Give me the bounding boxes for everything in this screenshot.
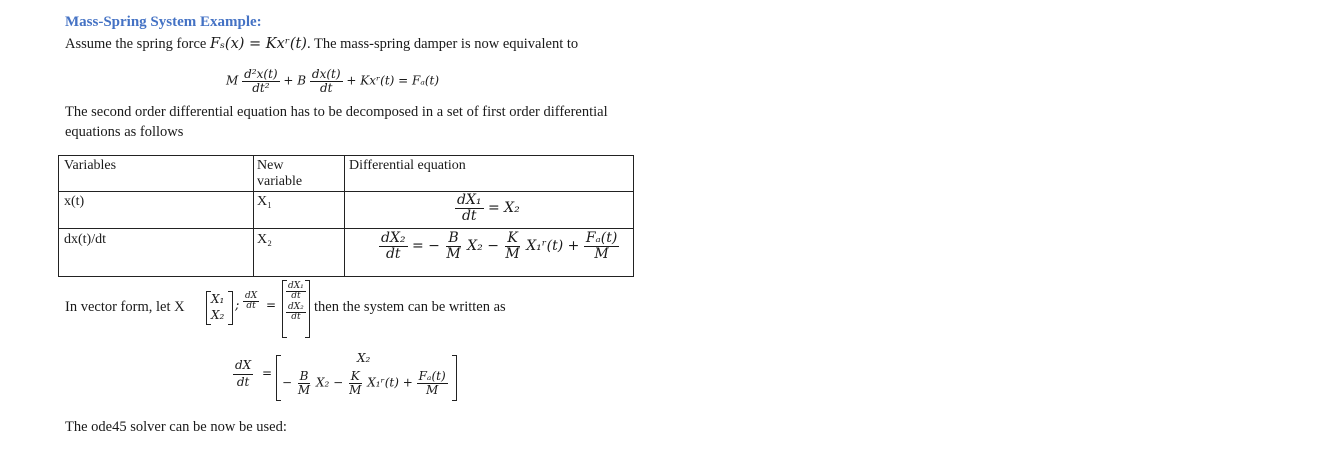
fraction-denominator: M	[505, 245, 520, 262]
spring-force-expression: Fₛ(x) = Kxʳ(t)	[209, 36, 307, 52]
force-over-m-fraction	[584, 231, 620, 261]
header-new-variable	[257, 158, 302, 190]
fraction-numerator: d²x(t)	[244, 67, 278, 81]
fraction-numerator: dX₁	[457, 192, 482, 208]
system-top-entry: X₂	[357, 351, 371, 365]
intro-paragraph	[65, 36, 578, 53]
row2-new-variable: X₂	[257, 232, 272, 247]
table-column-divider	[344, 156, 345, 276]
system-left-bracket	[276, 355, 281, 401]
fraction-denominator: M	[297, 382, 311, 397]
intro-suffix: . The mass-spring damper is now equivalent to	[306, 36, 579, 52]
fraction-numerator: K	[350, 369, 360, 383]
header-new-variable-line1: New	[257, 158, 284, 173]
system-right-bracket	[452, 355, 457, 401]
x1r-term: X₁ʳ(t) +	[526, 238, 580, 255]
fraction-numerator: B	[448, 230, 459, 246]
main-equation	[226, 68, 439, 94]
b-over-m-fraction	[296, 370, 312, 396]
system-lhs	[233, 358, 253, 390]
decomposition-text-line1: The second order differential equation has to be decomposed in a set of first order differential	[65, 104, 608, 120]
fraction-denominator: M	[594, 245, 609, 262]
header-variables: Variables	[64, 158, 117, 173]
vector-equals: =	[266, 298, 277, 312]
x-vector-right-bracket	[228, 291, 233, 325]
table-column-divider	[253, 156, 254, 276]
fraction-denominator: dt	[246, 301, 256, 312]
fraction-numerator: dX₁	[288, 281, 304, 291]
decomposition-text-line2: equations as follows	[65, 124, 184, 140]
fraction-numerator: B	[299, 369, 309, 383]
x-vector-entry-2: X₂	[211, 308, 225, 322]
dx1-dt-fraction	[455, 193, 484, 223]
fraction-numerator: Fₐ(t)	[418, 369, 446, 383]
header-differential-equation: Differential equation	[349, 158, 466, 173]
minus-sign: −	[282, 375, 293, 390]
table-row-divider	[59, 191, 633, 192]
fraction-denominator: dt²	[252, 80, 270, 95]
x2-term: X₂ −	[467, 238, 499, 255]
fraction-numerator: Fₐ(t)	[585, 230, 618, 246]
semicolon: ;	[235, 298, 240, 313]
row1-variable: x(t)	[64, 194, 85, 209]
footer-text: The ode45 solver can be now be used:	[65, 419, 287, 435]
section-heading: Mass-Spring System Example:	[65, 14, 262, 30]
damping-term: + B	[283, 73, 307, 88]
x-vector-entries	[211, 291, 224, 323]
x1r-term: X₁ʳ(t) +	[367, 375, 413, 390]
vector-form-prefix: In vector form, let X	[65, 299, 185, 315]
second-derivative-fraction	[242, 68, 279, 94]
equation-rest: + Kxʳ(t) = Fₐ(t)	[346, 73, 440, 88]
fraction-denominator: M	[446, 245, 461, 262]
system-equals: =	[262, 366, 273, 380]
force-over-m-fraction	[417, 370, 448, 396]
fraction-denominator: dt	[291, 312, 301, 323]
row2-variable: dx(t)/dt	[64, 232, 106, 247]
table-row-divider	[59, 228, 633, 229]
row2-equation	[379, 231, 619, 261]
dx1-dt-small-fraction	[286, 282, 306, 302]
x2-term: X₂ −	[316, 375, 344, 390]
fraction-denominator: M	[425, 382, 439, 397]
fraction-numerator: dX	[233, 358, 253, 375]
first-derivative-fraction	[310, 68, 343, 94]
header-new-variable-line2: variable	[257, 174, 303, 189]
row1-new-variable: X₁	[257, 194, 272, 209]
k-over-m-fraction	[503, 231, 521, 261]
b-over-m-fraction	[444, 231, 462, 261]
derivative-vector-entries	[286, 282, 306, 323]
fraction-denominator: dt	[319, 80, 333, 95]
fraction-numerator: dX₂	[288, 301, 304, 312]
fraction-numerator: dX₂	[381, 230, 406, 246]
derivative-vector-right-bracket	[305, 280, 310, 338]
dx2-dt-fraction	[379, 231, 408, 261]
vector-form-suffix: then the system can be written as	[314, 299, 506, 315]
dx2-dt-small-fraction	[286, 303, 306, 323]
fraction-numerator: K	[507, 230, 518, 246]
x-vector-entry-1: X₁	[211, 292, 225, 306]
row1-equation	[455, 193, 520, 223]
fraction-denominator: dt	[236, 374, 250, 389]
row1-rhs: = X₂	[488, 200, 520, 217]
fraction-denominator: dt	[291, 291, 301, 302]
system-bottom-entry	[282, 370, 448, 396]
variables-table	[58, 155, 634, 277]
fraction-denominator: M	[349, 382, 362, 397]
k-over-m-fraction	[347, 370, 363, 396]
dx-dt-fraction-small	[243, 292, 259, 312]
fraction-denominator: dt	[461, 207, 477, 224]
fraction-numerator: dX	[245, 291, 258, 301]
fraction-numerator: dx(t)	[311, 67, 341, 81]
fraction-denominator: dt	[385, 245, 401, 262]
mass-symbol: M	[226, 73, 239, 88]
equals-minus: = −	[412, 238, 440, 255]
intro-prefix: Assume the spring force	[65, 36, 210, 52]
